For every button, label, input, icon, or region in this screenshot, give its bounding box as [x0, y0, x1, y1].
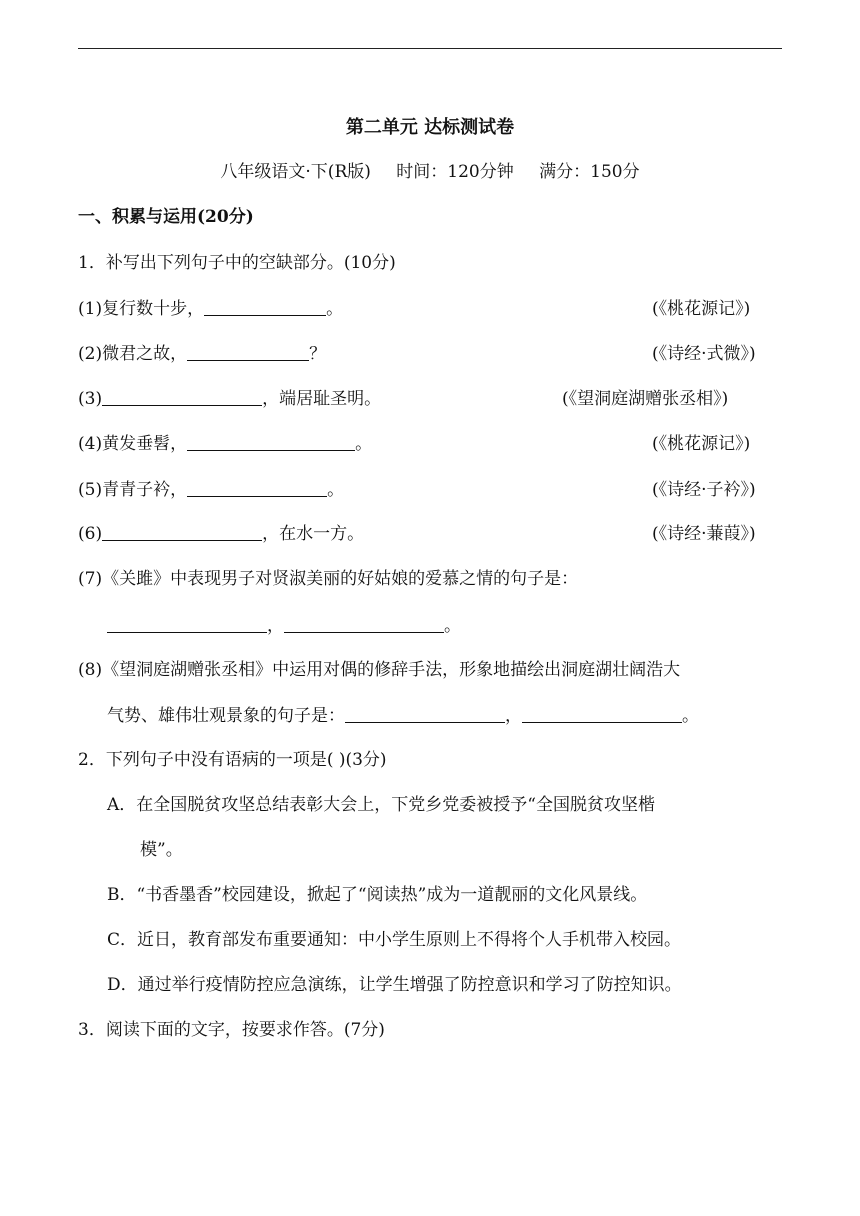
q1-item-3: (3) ，端居耻圣明。: [78, 389, 382, 409]
q2-option-b[interactable]: B．“书香墨香”校园建设，掀起了“阅读热”成为一道靓丽的文化风景线。: [107, 885, 648, 905]
q1-item-8-answers: 气势、雄伟壮观景象的句子是： ， 。: [107, 706, 699, 726]
q1-item-6-source: (《诗经·蒹葭》): [652, 524, 756, 544]
time-label: 时间：120分钟: [396, 162, 514, 182]
exam-info: [0, 160, 860, 184]
q2-option-c[interactable]: C．近日，教育部发布重要通知：中小学生原则上不得将个人手机带入校园。: [107, 930, 682, 950]
answer-blank[interactable]: [187, 432, 355, 451]
q1-item-1: (1)复行数十步， 。: [78, 299, 344, 319]
answer-blank[interactable]: [102, 522, 262, 541]
q2-option-a-cont: 模”。: [140, 840, 183, 860]
q1-item-5: (5)青青子衿， 。: [78, 480, 345, 500]
section-heading: 一、积累与运用(20分): [78, 207, 254, 227]
q1-item-2: (2)微君之故， ？: [78, 344, 327, 364]
score-label: 满分：150分: [539, 162, 640, 182]
q1-item-6: (6) ，在水一方。: [78, 524, 365, 544]
q1-item-3-source: (《望洞庭湖赠张丞相》): [562, 389, 729, 409]
answer-blank[interactable]: [107, 614, 267, 633]
question-3-stem: 3．阅读下面的文字，按要求作答。(7分): [78, 1020, 385, 1040]
answer-blank[interactable]: [204, 297, 326, 316]
q1-item-7-answers: ， 。: [107, 614, 860, 638]
q1-item-2-source: (《诗经·式微》): [652, 344, 756, 364]
q1-item-4-source: (《桃花源记》): [652, 434, 751, 454]
q1-item-4: (4)黄发垂髫， 。: [78, 434, 373, 454]
q2-option-d[interactable]: D．通过举行疫情防控应急演练，让学生增强了防控意识和学习了防控知识。: [107, 975, 682, 995]
q1-item-1-source: (《桃花源记》): [652, 299, 751, 319]
answer-blank[interactable]: [522, 704, 682, 723]
q2-option-a[interactable]: A．在全国脱贫攻坚总结表彰大会上，下党乡党委被授予“全国脱贫攻坚楷: [107, 795, 655, 815]
answer-blank[interactable]: [345, 704, 505, 723]
answer-blank[interactable]: [187, 478, 327, 497]
q1-item-5-source: (《诗经·子衿》): [652, 480, 756, 500]
q1-item-7-text: (7)《关雎》中表现男子对贤淑美丽的好姑娘的爱慕之情的句子是：: [78, 569, 579, 589]
answer-blank[interactable]: [284, 614, 444, 633]
q1-item-8-text: (8)《望洞庭湖赠张丞相》中运用对偶的修辞手法，形象地描绘出洞庭湖壮阔浩大: [78, 660, 681, 680]
question-1-stem: 1．补写出下列句子中的空缺部分。(10分): [78, 253, 396, 273]
answer-blank[interactable]: [187, 342, 309, 361]
answer-blank[interactable]: [102, 387, 262, 406]
page-title: 第二单元 达标测试卷: [345, 117, 515, 138]
header-rule: [78, 48, 782, 49]
grade-label: 八年级语文·下(R版): [220, 162, 371, 182]
question-2-stem: 2．下列句子中没有语病的一项是( )(3分): [78, 750, 387, 770]
